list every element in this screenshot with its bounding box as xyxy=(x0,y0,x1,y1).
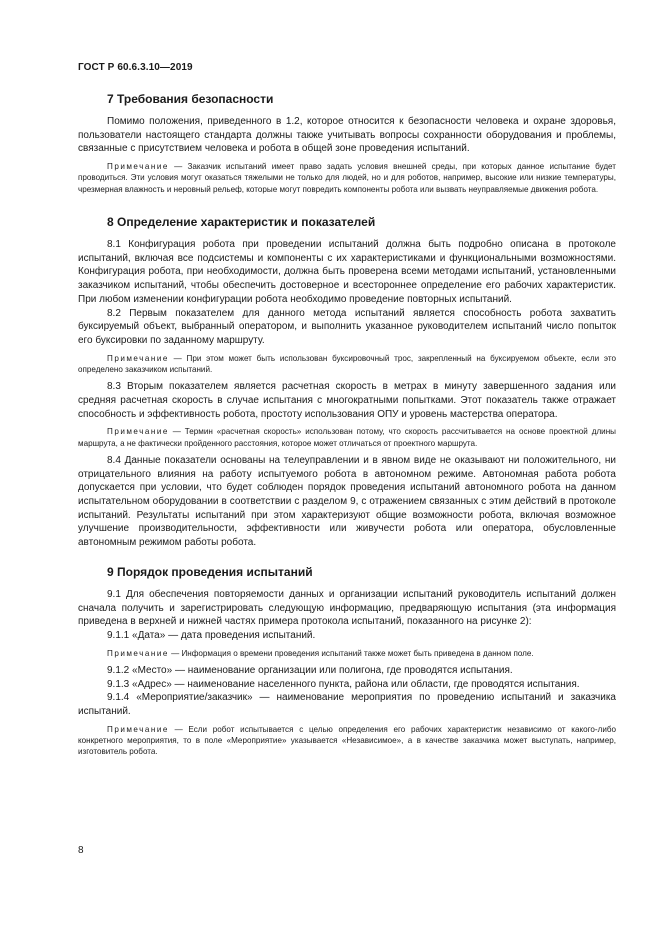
paragraph: 9.1.3 «Адрес» — наименование населенного пункта, района или области, где проводятся испытания. xyxy=(107,678,580,690)
section-7-safety xyxy=(78,91,616,195)
section-heading: 9 Порядок проведения испытаний xyxy=(107,564,313,579)
standard-header: ГОСТ Р 60.6.3.10—2019 xyxy=(78,62,193,73)
document-body xyxy=(78,91,616,763)
paragraph: 9.1.4 «Мероприятие/заказчик» — наименование мероприятия по проведению испытаний и заказчика испытаний. xyxy=(78,692,616,718)
section-9-procedure xyxy=(78,564,616,758)
paragraph: 8.4 Данные показатели основаны на телеуправлении и в явном виде не оказывают ни положительного, ни отрицательного влияния на работу испытуемого робота в автономном режиме. Автономная работа робота допускается при условии, что будет соблюден порядок проведения испытаний автономного робота на данном испытательном оборудовании в соответствии с разделом 9, с отражением связанных с этим действий в протоколе испытаний. Результаты испытаний при этом характеризуют общие возможности робота, включая возможное улучшение производительности, эффективности или живучести робота или оператора, обусловленные автономным режимом работы робота. xyxy=(78,454,616,549)
note xyxy=(78,724,616,758)
paragraph: 8.3 Вторым показателем является расчетная скорость в метрах в минуту завершенного задания или средняя расчетная скорость в случае испытания с многократными попытками. Этот показатель также отражает способность и эффективность робота, простоту использования ОПУ и уровень мастерства оператора. xyxy=(78,381,616,420)
note-lead: Примечание xyxy=(107,353,169,363)
page-number: 8 xyxy=(78,845,84,856)
note-text: — Информация о времени проведения испытаний также может быть приведена в данном поле. xyxy=(168,648,534,658)
note-lead: Примечание xyxy=(107,648,169,658)
note-lead: Примечание xyxy=(107,427,169,437)
note xyxy=(78,648,616,659)
section-8-characteristics xyxy=(78,214,616,550)
note-lead: Примечание xyxy=(107,162,169,172)
note xyxy=(78,353,616,376)
section-heading: 7 Требования безопасности xyxy=(107,92,274,106)
paragraph: 8.1 Конфигурация робота при проведении испытаний должна быть подробно описана в протоколе испытаний, включая все подсистемы и компоненты с их характеристиками и функциональными возможностями. Конфигурация робота, при необходимости, должна быть проверена всеми методами испытаний, установленными заказчиком испытаний, чтобы обеспечить достоверное и всестороннее определение его рабочих характеристик. При любом изменении конфигурации робота необходимо проведение повторных испытаний. xyxy=(78,239,616,305)
section-heading: 8 Определение характеристик и показателей xyxy=(107,215,376,229)
paragraph: 9.1.1 «Дата» — дата проведения испытаний. xyxy=(107,629,316,641)
paragraph: 8.2 Первым показателем для данного метода испытаний является способность робота захватить буксируемый объект, выбранный оператором, и выполнить указанное руководителем испытаний число попыток его буксировки по заданному маршруту. xyxy=(78,307,616,346)
paragraph: Помимо положения, приведенного в 1.2, которое относится к безопасности человека и охране здоровья, пользователи настоящего стандарта должны также учитывать вопросы сохранности оборудования и проблемы, связанные с присутствием человека и робота в общей зоне проведения испытаний. xyxy=(78,116,616,155)
note-text: — При этом может быть использован буксировочный трос, закрепленный на буксируемом объекте, если это определено заказчиком испытаний. xyxy=(78,353,616,374)
note xyxy=(78,426,616,449)
note-text: — Если робот испытывается с целью определения его рабочих характеристик независимо от какого-либо конкретного мероприятия, то в поле «Мероприятие» указывается «Независимое», а в качестве заказчика может выступать, например, изготовитель робота. xyxy=(78,724,616,757)
note xyxy=(78,161,616,195)
note-text: — Термин «расчетная скорость» использован потому, что скорость рассчитывается на основе проектной длины маршрута, а не фактически пройденного расстояния, которое может отличаться от проектного маршрута. xyxy=(78,427,616,448)
paragraph: 9.1 Для обеспечения повторяемости данных и организации испытаний руководитель испытаний должен сначала получить и зарегистрировать следующую информацию, предваряющую испытания (эта информация приведена в верхней и нижней частях примера протокола испытаний, показанного на рисунке 2): xyxy=(78,588,616,628)
paragraph: 9.1.2 «Место» — наименование организации или полигона, где проводятся испытания. xyxy=(107,664,513,676)
note-text: — Заказчик испытаний имеет право задать условия внешней среды, при которых данное испытание будет проводиться. Эти условия могут оказаться тяжелыми не только для людей, но и для роботов, например, высокие или низкие температуры, чрезмерная влажность и неровный рельеф, которые могут повредить компоненты робота или вызвать неуправляемые движения робота. xyxy=(78,162,616,194)
note-lead: Примечание xyxy=(107,724,169,734)
